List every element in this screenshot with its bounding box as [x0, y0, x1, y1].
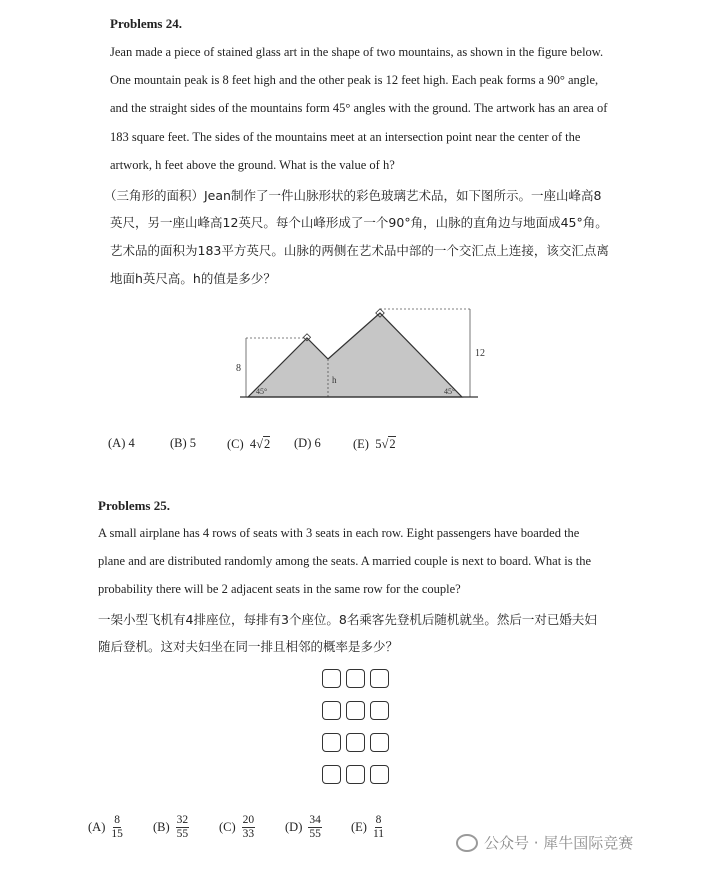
fraction: $\frac{34}{55}$ — [309, 814, 321, 841]
wechat-icon — [456, 834, 478, 852]
p24-en-line: One mountain peak is 8 feet high and the other peak is 12 feet high. Each peak forms a 90° angle, — [110, 73, 599, 87]
p24-choice-b: (B) 5 — [170, 436, 197, 450]
p24-choice-a: (A) 4 — [108, 436, 135, 450]
label-angle-left: 45° — [256, 387, 268, 396]
p25-choice-b: (B) $\frac{32}{55}$ — [153, 814, 189, 841]
seat — [346, 765, 365, 784]
seat-grid — [322, 669, 396, 793]
p25-zh-line: 一架小型飞机有4排座位，每排有3个座位。8名乘客先登机后随机就坐。然后一对已婚夫妇 — [98, 612, 597, 627]
problem-25-title: Problems 25. — [98, 498, 170, 513]
watermark: 公众号 · 犀牛国际竞赛 — [456, 832, 633, 853]
p24-zh-line: 艺术品的面积为183平方英尺。山脉的两侧在艺术品中部的一个交汇点上连接，该交汇点离 — [110, 243, 609, 258]
seat — [370, 669, 389, 688]
p24-en-line: artwork, h feet above the ground. What is the value of h? — [110, 158, 395, 172]
p24-choice-e: (E) 5 √ 2 — [353, 436, 396, 451]
seat — [346, 733, 365, 752]
seat — [322, 701, 341, 720]
mountain-figure — [225, 300, 495, 405]
seat — [370, 701, 389, 720]
label-8: 8 — [236, 363, 241, 374]
p24-en-line: and the straight sides of the mountains form 45° angles with the ground. The artwork has an area of — [110, 101, 608, 115]
p25-choice-a: (A) $\frac{8}{15}$ — [88, 814, 123, 841]
seat — [370, 733, 389, 752]
p24-en-line: Jean made a piece of stained glass art in the shape of two mountains, as shown in the figure below. — [110, 45, 604, 59]
p25-choice-d: (D) $\frac{34}{55}$ — [285, 814, 321, 841]
p24-zh-line: （三角形的面积）Jean制作了一件山脉形状的彩色玻璃艺术品，如下图所示。一座山峰高8 — [104, 188, 602, 203]
seat — [322, 733, 341, 752]
mountain-shape — [248, 313, 462, 397]
problem-24-title: Problems 24. — [110, 16, 182, 31]
p24-choice-c: (C) 4 √ 2 — [227, 436, 271, 451]
label-angle-right: 45° — [444, 387, 456, 396]
seat — [370, 765, 389, 784]
seat — [322, 669, 341, 688]
label-h: h — [332, 375, 337, 385]
label-12: 12 — [475, 348, 485, 359]
fraction: $\frac{32}{55}$ — [176, 814, 189, 841]
seat — [322, 765, 341, 784]
fraction: $\frac{20}{33}$ — [242, 814, 255, 841]
p24-en-line: 183 square feet. The sides of the mountains meet at an intersection point near the center of the — [110, 130, 581, 144]
p24-choice-d: (D) 6 — [294, 436, 321, 450]
seat — [346, 669, 365, 688]
p25-zh-line: 随后登机。这对夫妇坐在同一排且相邻的概率是多少？ — [98, 639, 399, 654]
p25-en-line: plane and are distributed randomly among the seats. A married couple is next to board. What is the — [98, 554, 592, 568]
fraction: $\frac{8}{11}$ — [372, 814, 385, 841]
p24-zh-line: 地面h英尺高。h的值是多少？ — [110, 271, 276, 286]
p25-choice-c: (C) $\frac{20}{33}$ — [219, 814, 255, 841]
p24-zh-line: 英尺，另一座山峰高12英尺。每个山峰形成了一个90°角，山脉的直角边与地面成45°角。 — [110, 215, 608, 230]
fraction: $\frac{8}{15}$ — [111, 814, 123, 841]
p25-en-line: probability there will be 2 adjacent seats in the same row for the couple? — [98, 582, 461, 596]
seat — [346, 701, 365, 720]
p25-choice-e: (E) $\frac{8}{11}$ — [351, 814, 385, 841]
p25-en-line: A small airplane has 4 rows of seats with 3 seats in each row. Eight passengers have boarded the — [98, 526, 580, 540]
